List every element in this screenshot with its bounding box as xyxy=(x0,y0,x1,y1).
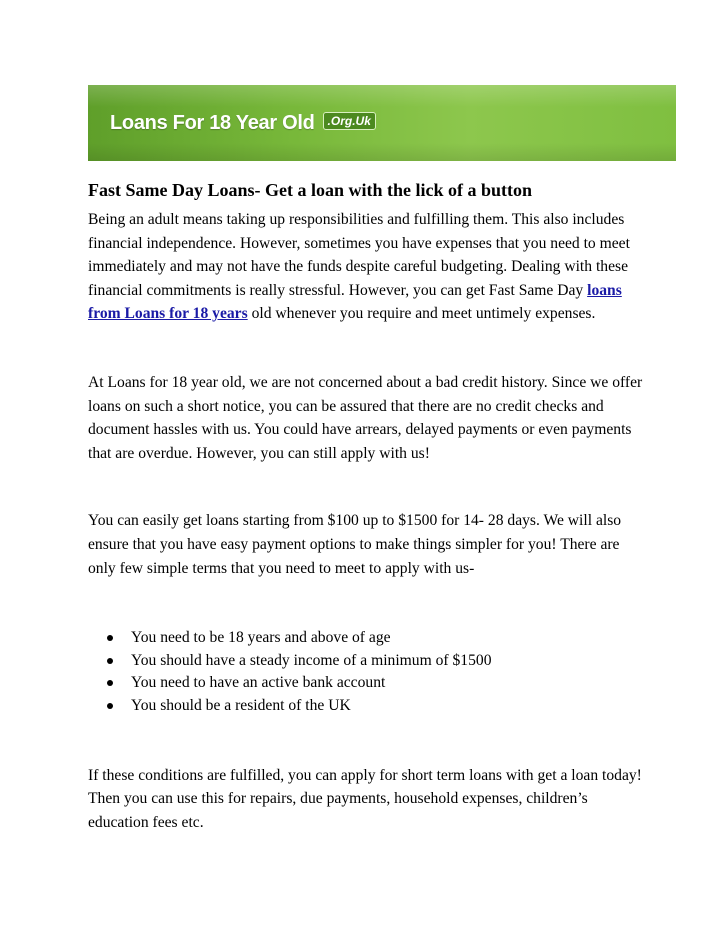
list-item-text: You should be a resident of the UK xyxy=(131,696,351,714)
list-item-text: You need to be 18 years and above of age xyxy=(131,629,391,647)
document-body xyxy=(88,176,648,834)
requirements-list xyxy=(88,627,648,717)
loans-link[interactable]: loans from Loans for 18 years xyxy=(88,281,622,323)
list-item-text: You should have a steady income of a minimum of $1500 xyxy=(131,651,492,669)
header-banner xyxy=(88,85,676,161)
intro-text-end: old whenever you require and meet untimely expenses. xyxy=(247,305,596,323)
list-item-text: You need to have an active bank account xyxy=(131,674,386,692)
list-item xyxy=(88,650,648,673)
bullet-icon xyxy=(107,703,113,709)
logo-brand-text: Loans For 18 Year Old xyxy=(110,112,315,134)
bullet-icon xyxy=(107,680,113,686)
closing-paragraph: If these conditions are fulfilled, you can apply for short term loans with get a loan today! Then you can use this for repairs, due payments, household expenses, children’s education fees etc. xyxy=(88,766,642,831)
list-item xyxy=(88,672,648,695)
logo-domain-badge: .Org.Uk xyxy=(323,112,376,130)
list-item xyxy=(88,695,648,718)
intro-paragraph xyxy=(88,208,648,326)
site-logo[interactable] xyxy=(110,112,376,135)
credit-paragraph: At Loans for 18 year old, we are not concerned about a bad credit history. Since we offer loans on such a short notice, you can be assured that there are no credit checks and document hassles with us. You could have arrears, delayed payments or even payments that are overdue. However, you can still apply with us! xyxy=(88,373,643,462)
list-item xyxy=(88,627,648,650)
bullet-icon xyxy=(107,658,113,664)
intro-text-start: Being an adult means taking up responsibilities and fulfilling them. This also includes financial independence. However, sometimes you have expenses that you need to meet immediately and may not have the funds despite careful budgeting. Dealing with these financial commitments is really stressful. However, you can get Fast Same Day xyxy=(88,211,630,299)
bullet-icon xyxy=(107,635,113,641)
document-title: Fast Same Day Loans- Get a loan with the lick of a button xyxy=(88,180,533,200)
terms-paragraph: You can easily get loans starting from $100 up to $1500 for 14- 28 days. We will also ensure that you have easy payment options to make things simpler for you! There are only few simple terms that you need to meet to apply with us- xyxy=(88,512,622,577)
